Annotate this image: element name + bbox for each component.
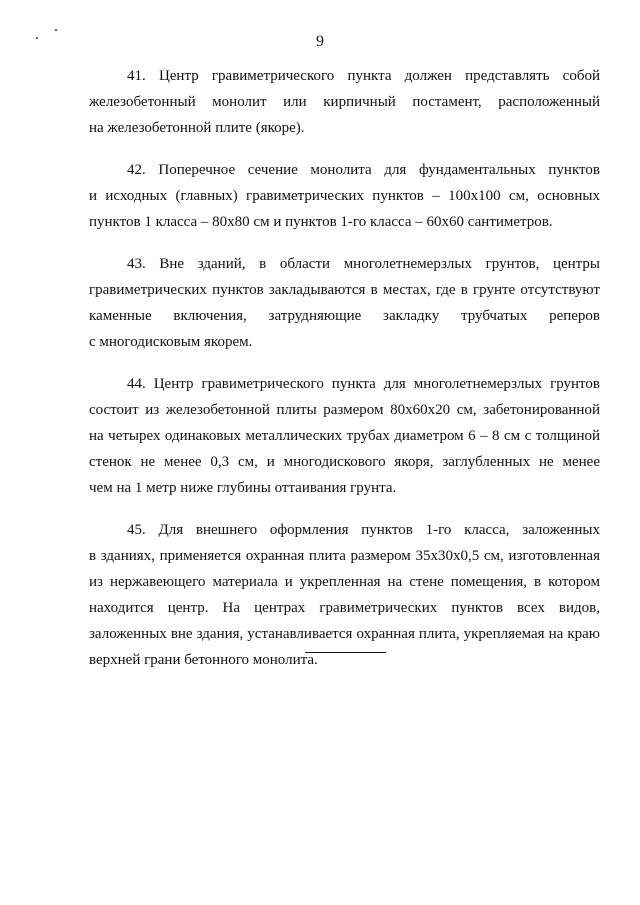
paragraph-43 [89, 251, 600, 355]
text-line: находится центр. На центрах гравиметрических пунктов всех видов, [89, 600, 600, 616]
text-line: 44. Центр гравиметрического пункта для многолетнемерзлых грунтов [127, 376, 600, 392]
text-line: 43. Вне зданий, в области многолетнемерзлых грунтов, центры [127, 256, 600, 272]
text-line: состоит из железобетонной плиты размером 80x60x20 см, забетонированной [89, 402, 600, 418]
text-line: гравиметрических пунктов закладываются в местах, где в грунте отсутствуют [89, 282, 600, 298]
text-line: на четырех одинаковых металлических трубах диаметром 6 – 8 см с толщиной [89, 428, 600, 444]
closing-divider [305, 652, 386, 653]
paragraph-42 [89, 157, 600, 235]
text-line: 42. Поперечное сечение монолита для фундаментальных пунктов [127, 162, 600, 178]
text-line: с многодисковым якорем. [89, 334, 253, 350]
text-line: железобетонный монолит или кирпичный постамент, расположенный [89, 94, 600, 110]
text-line: на железобетонной плите (якоре). [89, 120, 305, 136]
text-line: пунктов 1 класса – 80x80 см и пунктов 1-го класса – 60x60 сантиметров. [89, 214, 553, 230]
text-line: чем на 1 метр ниже глубины оттаивания грунта. [89, 480, 397, 496]
text-line: в зданиях, применяется охранная плита размером 35x30x0,5 см, изготовленная [89, 548, 600, 564]
text-line: 45. Для внешнего оформления пунктов 1-го класса, заложенных [127, 522, 600, 538]
text-line: из нержавеющего материала и укрепленная на стене помещения, в котором [89, 574, 600, 590]
text-line: заложенных вне здания, устанавливается охранная плита, укрепляемая на краю [89, 626, 600, 642]
paragraph-41 [89, 63, 600, 141]
text-line: каменные включения, затрудняющие закладку трубчатых реперов [89, 308, 600, 324]
page-number: 9 [316, 33, 324, 50]
text-line: стенок не менее 0,3 см, и многодискового якоря, заглубленных не менее [89, 454, 600, 470]
text-line: 41. Центр гравиметрического пункта должен представлять собой [127, 68, 600, 84]
paragraph-44 [89, 371, 600, 501]
text-line: верхней грани бетонного монолита. [89, 652, 318, 668]
scan-speck [55, 29, 57, 31]
paragraph-45 [89, 517, 600, 673]
document-body [89, 63, 600, 689]
text-line: и исходных (главных) гравиметрических пунктов – 100x100 см, основных [89, 188, 600, 204]
